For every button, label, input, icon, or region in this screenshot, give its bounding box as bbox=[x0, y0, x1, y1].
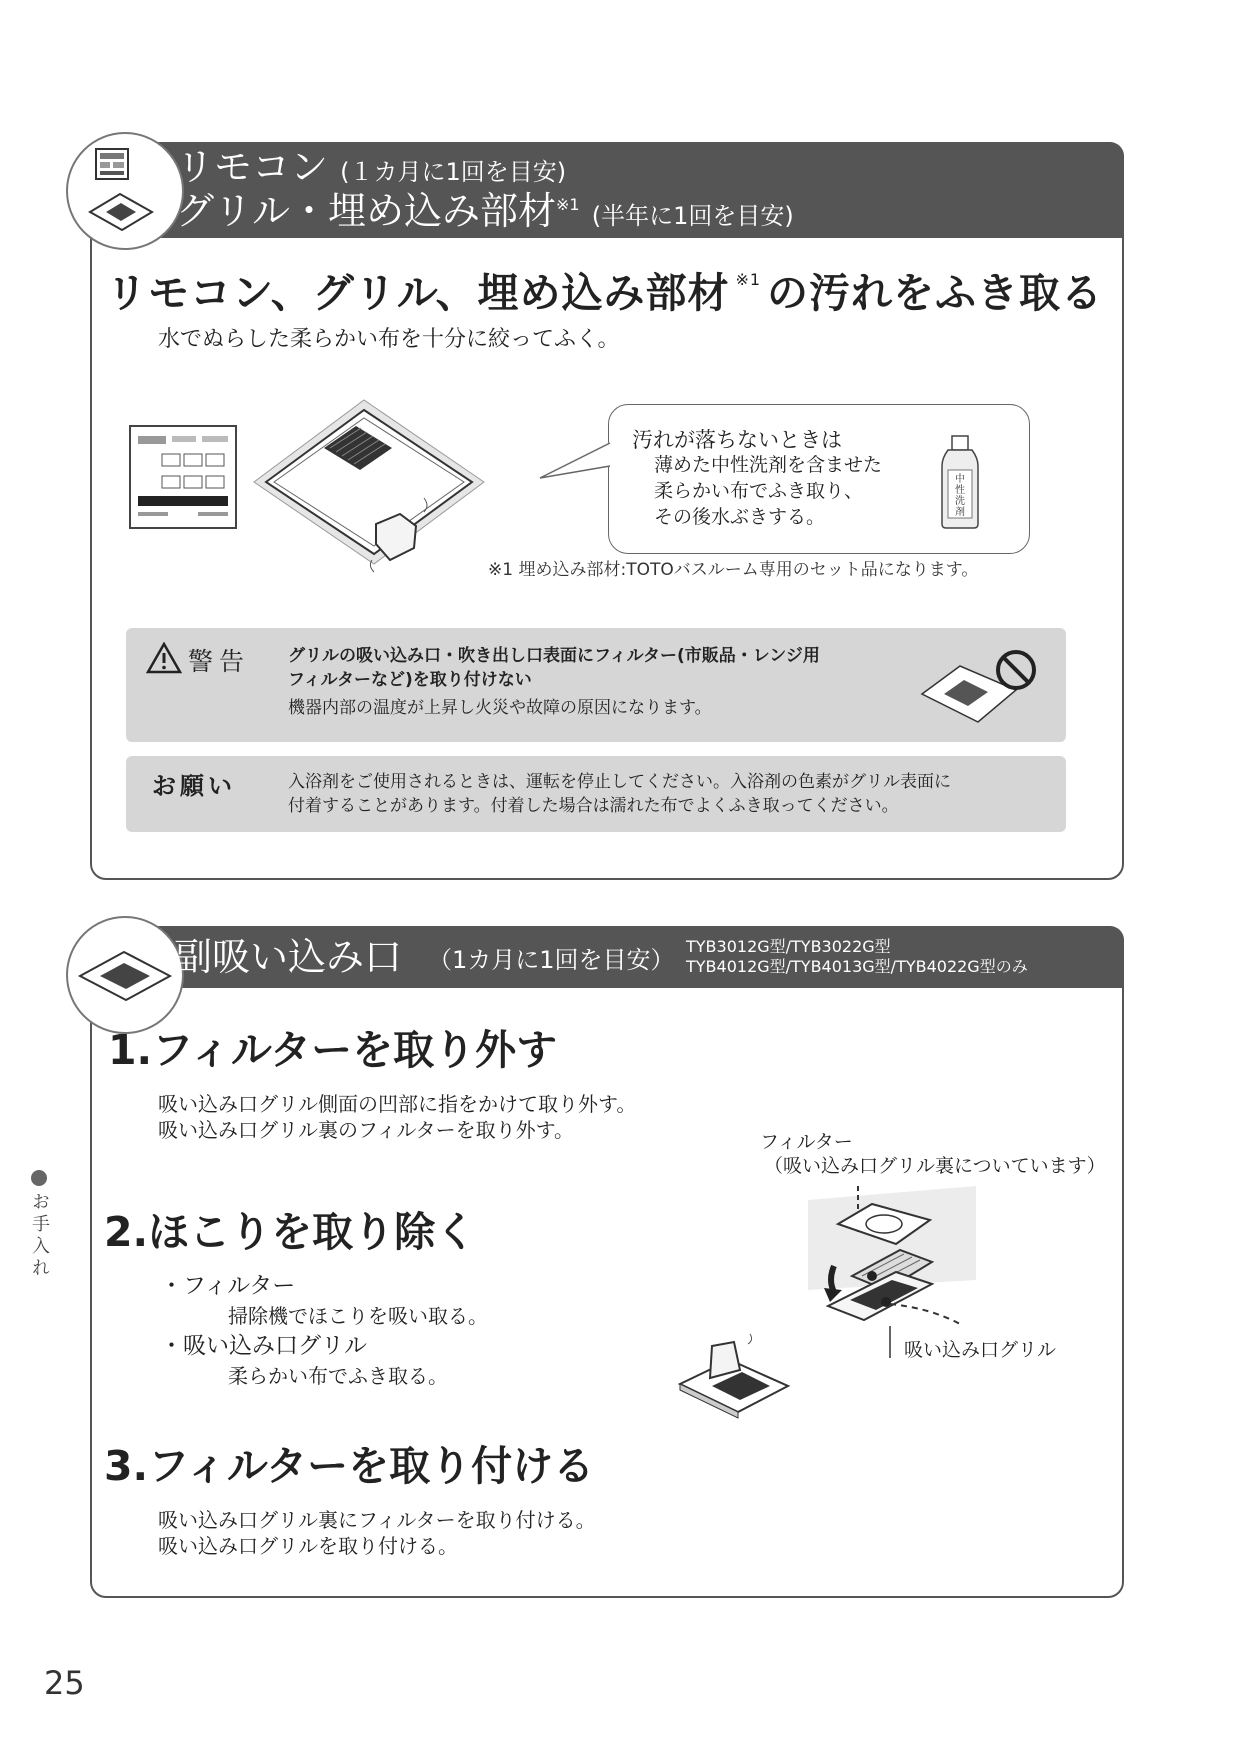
step1-line2: 吸い込み口グリル裏のフィルターを取り外す。 bbox=[158, 1118, 574, 1142]
grille-wipe-illustration bbox=[244, 392, 494, 582]
page-number: 25 bbox=[44, 1664, 85, 1702]
title-remote-note: (１カ月に1回を目安) bbox=[340, 158, 567, 186]
remote-control-illustration bbox=[128, 424, 240, 532]
step2-item2: ・吸い込み口グリル bbox=[160, 1333, 367, 1359]
remote-grille-icon bbox=[68, 134, 182, 248]
section1-title-line1 bbox=[176, 145, 567, 189]
step2-item1: ・フィルター bbox=[160, 1273, 296, 1299]
step3-line1: 吸い込み口グリル裏にフィルターを取り付ける。 bbox=[158, 1508, 596, 1532]
filter-removal-illustration bbox=[800, 1180, 1020, 1370]
heading-part1: リモコン、グリル、埋め込み部材 bbox=[106, 269, 730, 317]
section2-models-line1: TYB3012G型/TYB3022G型 bbox=[686, 937, 891, 956]
section1-footnote: ※1 埋め込み部材:TOTOバスルーム専用のセット品になります。 bbox=[488, 560, 979, 580]
warning-line3: 機器内部の温度が上昇し火災や故障の原因になります。 bbox=[288, 698, 712, 718]
side-tab-dot bbox=[31, 1170, 47, 1186]
figure-label-filter-note: （吸い込み口グリル裏についています） bbox=[764, 1155, 1106, 1177]
title-grille-note: (半年に1回を目安) bbox=[591, 202, 794, 230]
sub-intake-grille-icon bbox=[68, 918, 182, 1032]
callout-pointer bbox=[538, 440, 612, 484]
sub-intake-badge bbox=[66, 916, 184, 1034]
heading-mark: ※1 bbox=[735, 270, 762, 289]
section1-title-line2 bbox=[176, 189, 794, 233]
callout-title: 汚れが落ちないときは bbox=[632, 428, 842, 452]
heading-part2: の汚れをふき取る bbox=[767, 269, 1104, 317]
figure-label-grille: 吸い込み口グリル bbox=[904, 1339, 1057, 1361]
section1-instruction: 水でぬらした柔らかい布を十分に絞ってふく。 bbox=[158, 327, 620, 352]
step1-heading: 1.フィルターを取り外す bbox=[108, 1026, 558, 1074]
callout-line1: 薄めた中性洗剤を含ませた bbox=[654, 454, 883, 476]
step3-line2: 吸い込み口グリルを取り付ける。 bbox=[158, 1534, 458, 1558]
callout-line2: 柔らかい布でふき取り、 bbox=[654, 480, 864, 502]
step2-item2-detail: 柔らかい布でふき取る。 bbox=[228, 1364, 448, 1388]
step2-heading: 2.ほこりを取り除く bbox=[104, 1208, 477, 1256]
warning-line1: グリルの吸い込み口・吹き出し口表面にフィルター(市販品・レンジ用 bbox=[288, 646, 820, 666]
title-grille: グリル・埋め込み部材 bbox=[176, 189, 557, 233]
side-tab bbox=[22, 1170, 56, 1280]
remote-grille-badge bbox=[66, 132, 184, 250]
detergent-bottle-label: 中性洗剤 bbox=[955, 474, 965, 518]
callout-line3: その後水ぶきする。 bbox=[654, 506, 826, 528]
prohibited-icon bbox=[994, 648, 1038, 692]
request-line1: 入浴剤をご使用されるときは、運転を停止してください。入浴剤の色素がグリル表面に bbox=[288, 772, 951, 792]
step2-item1-detail: 掃除機でほこりを吸い取る。 bbox=[228, 1304, 488, 1328]
section2-title-note: （1カ月に1回を目安） bbox=[428, 946, 675, 974]
section2-title: 副吸い込み口 bbox=[174, 935, 403, 979]
warning-label: 警告 bbox=[188, 647, 251, 676]
warning-line2: フィルターなど)を取り付けない bbox=[288, 670, 532, 690]
section2-models-line2: TYB4012G型/TYB4013G型/TYB4022G型のみ bbox=[686, 957, 1028, 976]
title-remote: リモコン bbox=[176, 145, 329, 189]
side-tab-label: お手入れ bbox=[29, 1192, 50, 1280]
step1-line1: 吸い込み口グリル側面の凹部に指をかけて取り外す。 bbox=[158, 1092, 637, 1116]
request-line2: 付着することがあります。付着した場合は濡れた布でよくふき取ってください。 bbox=[288, 796, 899, 816]
title-grille-mark: ※1 bbox=[556, 195, 580, 214]
section1-heading bbox=[106, 269, 1104, 317]
request-label: お願い bbox=[152, 772, 236, 800]
figure-label-filter: フィルター bbox=[760, 1131, 853, 1153]
warning-triangle-icon bbox=[146, 642, 182, 674]
grille-cloth-illustration bbox=[676, 1330, 796, 1424]
step3-heading: 3.フィルターを取り付ける bbox=[104, 1442, 595, 1490]
